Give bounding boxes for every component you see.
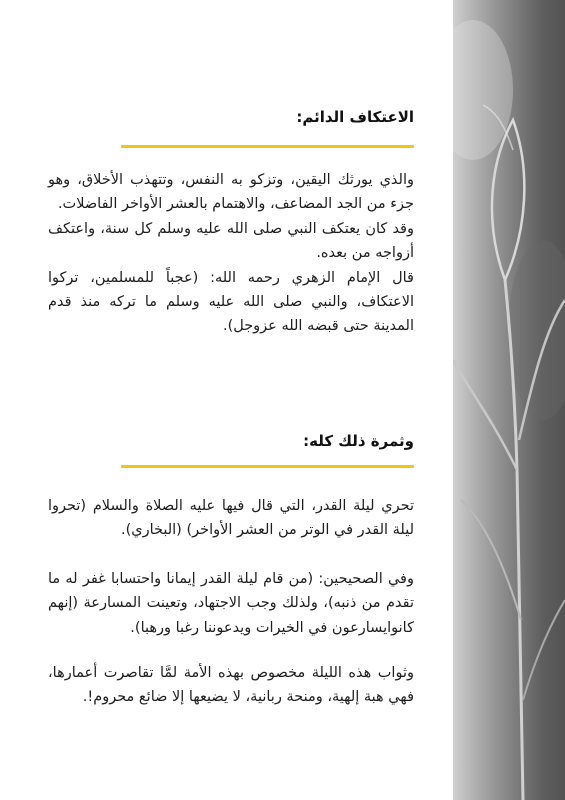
plant-illustration xyxy=(453,0,565,800)
heading-underline xyxy=(121,145,414,148)
section-heading-fruit: وثمرة ذلك كله: xyxy=(303,432,414,450)
paragraph-laylat-al-qadr: تحري ليلة القدر، التي قال فيها عليه الصلاة والسلام (تحروا ليلة القدر في الوتر من العشر الأواخر) (البخاري). xyxy=(48,498,414,539)
paragraph-itikaf: والذي يورثك اليقين، وتزكو به النفس، وتتهذب الأخلاق، وهو جزء من الجد المضاعف، والاهتمام بالعشر الأواخر الفاضلات. وقد كان يعتكف النبي صلى الله عليه وسلم كل سنة، واعتكف أزواجه من بعده. قال الإمام الزهري رحمه الله: (عجباً للمسلمين، تركوا الاعتكاف، والنبي صلى الله عليه وسلم ما تركه منذ قدم المدينة حتى قبضه الله عزوجل). xyxy=(48,172,414,335)
decorative-plant-photo xyxy=(453,0,565,800)
plant-leaf xyxy=(453,360,517,470)
paragraph-sahihayn: وفي الصحيحين: (من قام ليلة القدر إيمانا واحتسابا غفر له ما تقدم من ذنبه)، ولذلك وجب الاجتهاد، وتعينت المسارعة (إنهم كانوايسارعون في الخيرات ويدعوننا رغبا ورهبا). xyxy=(48,571,414,636)
plant-leaf xyxy=(523,600,565,700)
heading-underline xyxy=(121,465,414,468)
section-heading-itikaf: الاعتكاف الدائم: xyxy=(296,108,414,126)
plant-leaf xyxy=(461,500,521,620)
blur-shape xyxy=(508,240,565,420)
paragraph-reward: وثواب هذه الليلة مخصوص بهذه الأمة لمَّا تقاصرت أعمارها، فهي هبة إلهية، ومنحة ربانية، لا يضيعها إلا ضائع محروم!. xyxy=(48,665,414,706)
text-column xyxy=(48,0,414,800)
